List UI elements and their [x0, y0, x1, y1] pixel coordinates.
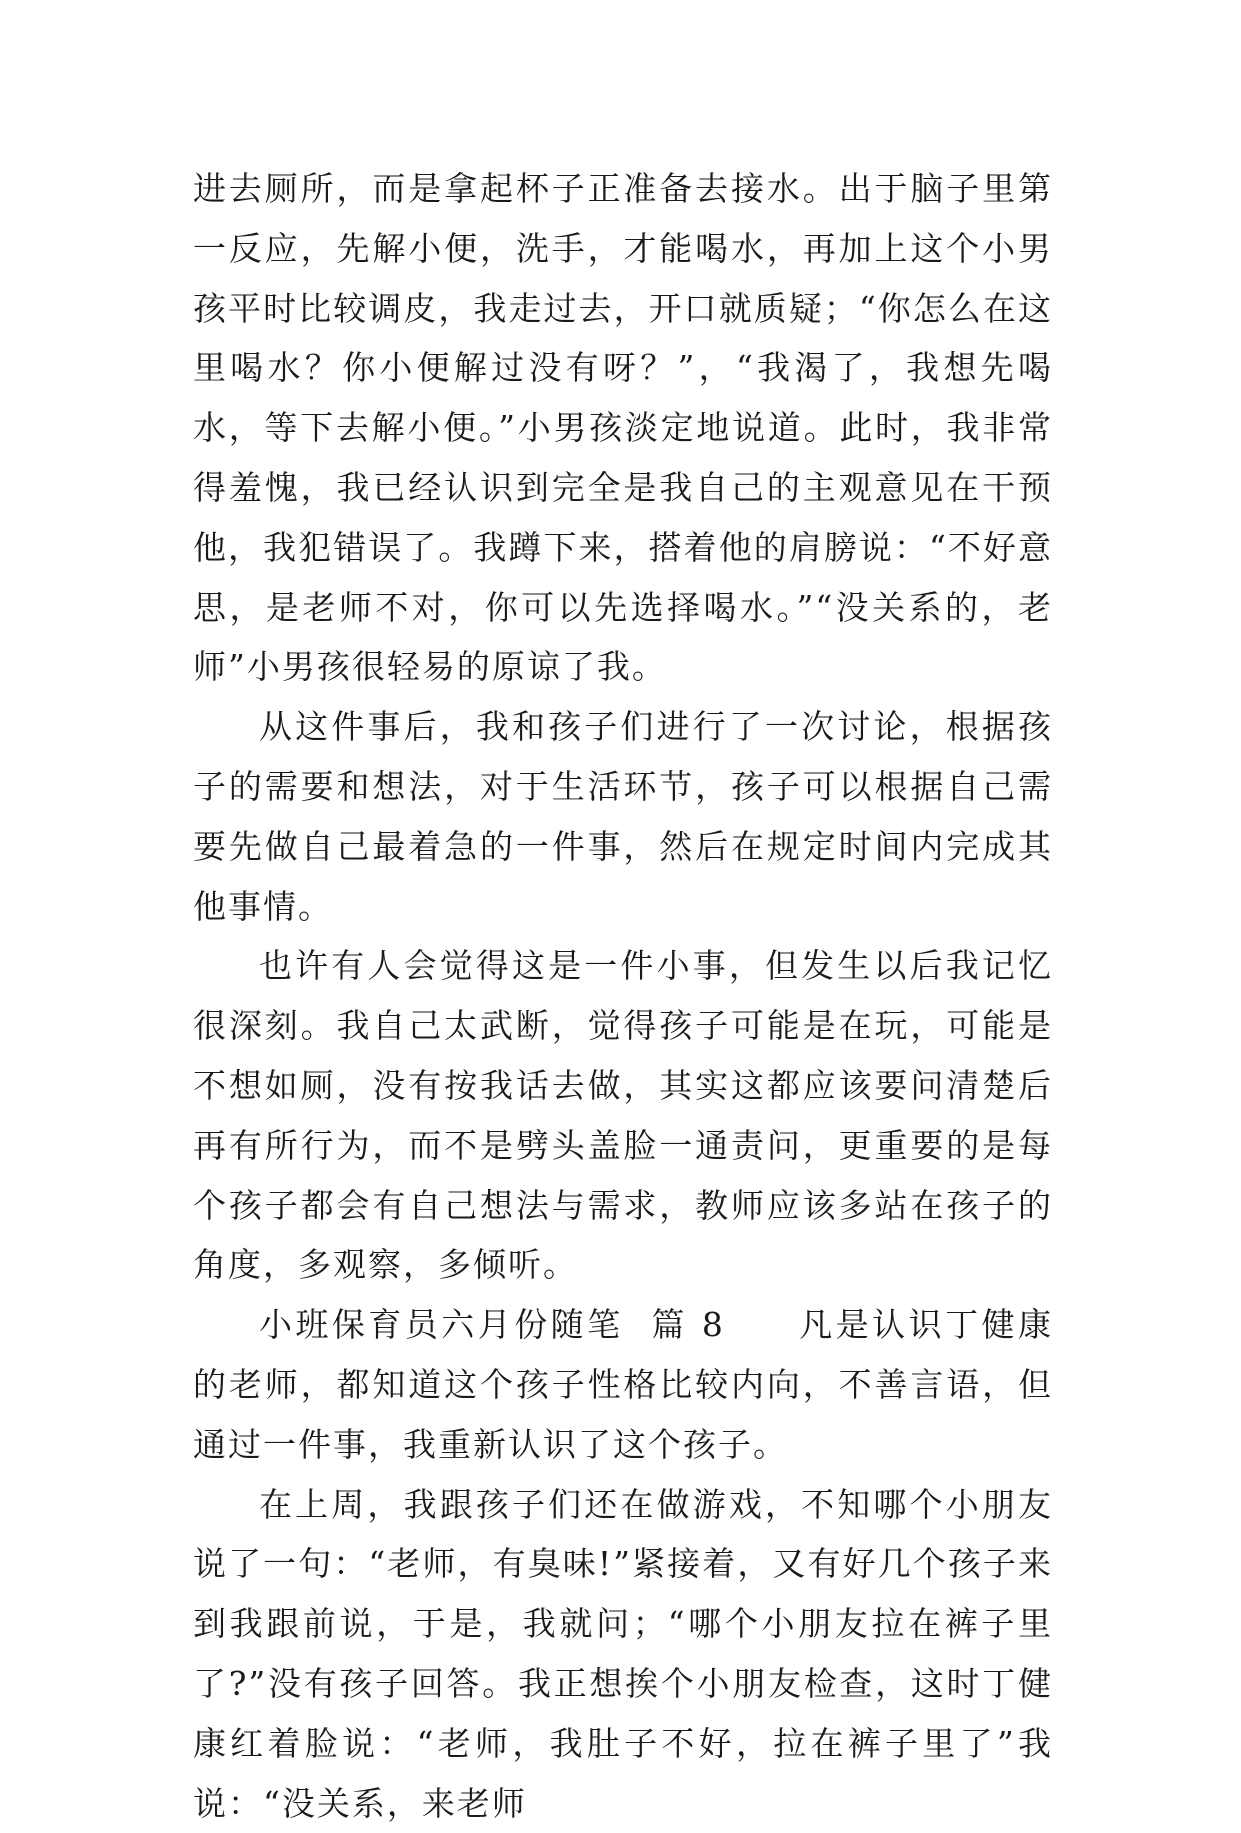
heading-spacer	[725, 1305, 799, 1344]
document-body	[193, 159, 1053, 1833]
paragraph-5: 在上周，我跟孩子们还在做游戏，不知哪个小朋友说了一句：“老师，有臭味!”紧接着，又有好几个孩子来到我跟前说，于是，我就问；“哪个小朋友拉在裤子里了?”没有孩子回答。我正想挨个小朋友检查，这时丁健康红着脸说：“老师，我肚子不好，拉在裤子里了”我说：“没关系，来老师	[193, 1484, 1053, 1823]
paragraph-1: 进去厕所，而是拿起杯子正准备去接水。出于脑子里第一反应，先解小便，洗手，才能喝水，再加上这个小男孩平时比较调皮，我走过去，开口就质疑；“你怎么在这里喝水？你小便解过没有呀？”，“我渴了，我想先喝水，等下去解小便。”小男孩淡定地说道。此时，我非常得羞愧，我已经认识到完全是我自己的主观意见在干预他，我犯错误了。我蹲下来，搭着他的肩膀说：“不好意思，是老师不对，你可以先选择喝水。”“没关系的，老师”小男孩很轻易的原谅了我。	[193, 169, 1053, 687]
paragraph-2: 从这件事后，我和孩子们进行了一次讨论，根据孩子的需要和想法，对于生活环节，孩子可以根据自己需要先做自己最着急的一件事，然后在规定时间内完成其他事情。	[193, 707, 1053, 926]
section-heading: 小班保育员六月份随笔 篇 8	[259, 1305, 725, 1345]
paragraph-3: 也许有人会觉得这是一件小事，但发生以后我记忆很深刻。我自己太武断，觉得孩子可能是在玩，可能是不想如厕，没有按我话去做，其实这都应该要问清楚后再有所行为，而不是劈头盖脸一通责问，更重要的是每个孩子都会有自己想法与需求，教师应该多站在孩子的角度，多观察，多倾听。	[193, 946, 1053, 1285]
paragraph-4	[193, 1295, 1053, 1474]
paragraph-4-text: 凡是认识丁健康的老师，都知道这个孩子性格比较内向，不善言语，但通过一件事，我重新认识了这个孩子。	[193, 1305, 1054, 1464]
